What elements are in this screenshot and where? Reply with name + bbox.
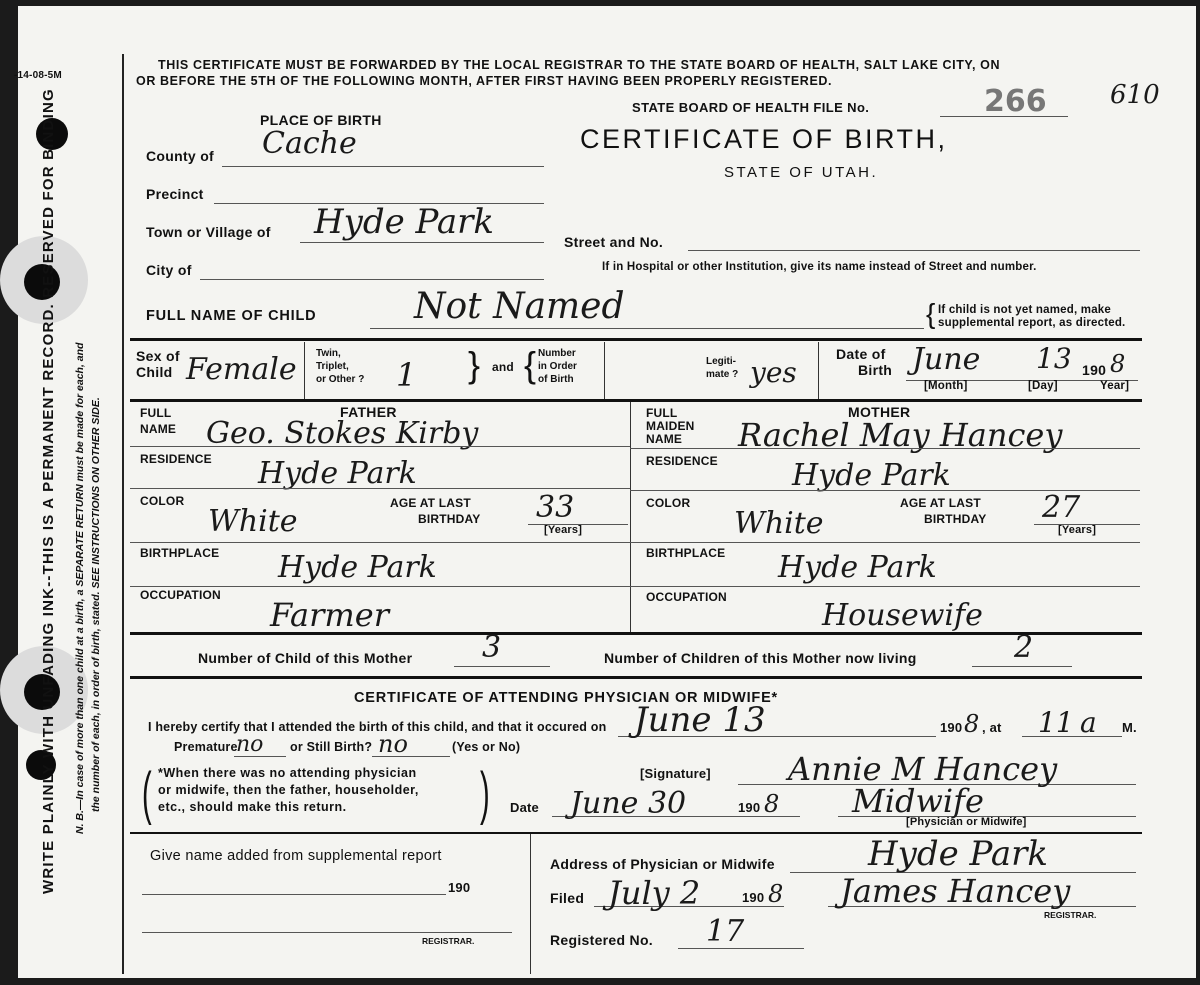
county-value: Cache [262, 126, 357, 161]
mother-residence-value: Hyde Park [792, 458, 951, 493]
instruction-line-2: OR BEFORE THE 5TH OF THE FOLLOWING MONTH, AFTER FIRST HAVING BEEN PROPERLY REGISTERED. [136, 74, 833, 88]
certify-text: I hereby certify that I attended the birth of this child, and that it occured on [148, 720, 607, 734]
filed-year-value: 8 [768, 880, 784, 908]
father-age-value: 33 [536, 490, 575, 525]
legit-value: yes [750, 356, 797, 389]
physician-year-value: 8 [964, 710, 980, 738]
mother-occupation-value: Housewife [822, 598, 983, 633]
registered-value: 17 [706, 914, 745, 949]
signature-value: Annie M Hancey [788, 750, 1058, 788]
dob-year-prefix: 190 [1082, 362, 1107, 378]
father-age-label-1: AGE AT LAST [390, 496, 471, 510]
physician-heading: CERTIFICATE OF ATTENDING PHYSICIAN OR MIDWIFE* [354, 690, 778, 706]
father-heading: FATHER [340, 404, 397, 420]
twin-value: 1 [396, 356, 417, 394]
mother-age-label-1: AGE AT LAST [900, 496, 981, 510]
name-note-line-1: If child is not yet named, make [938, 304, 1111, 316]
yesno-caption: (Yes or No) [452, 740, 521, 754]
corner-note: 610 [1110, 80, 1160, 110]
supplemental-year-prefix: 190 [448, 880, 471, 895]
child-name-label: FULL NAME OF CHILD [146, 308, 317, 324]
street-label: Street and No. [564, 234, 664, 250]
order-label-1: Number [538, 348, 576, 359]
month-caption: [Month] [924, 380, 968, 392]
living-count-value: 2 [1014, 630, 1034, 665]
dob-label-2: Birth [858, 362, 893, 378]
city-label: City of [146, 262, 192, 278]
m-label: M. [1122, 720, 1137, 735]
role-caption: [Physician or Midwife] [906, 816, 1027, 828]
twin-label-1: Twin, [316, 348, 341, 359]
father-occupation-label: OCCUPATION [140, 588, 221, 602]
mother-age-label-2: BIRTHDAY [924, 512, 987, 526]
town-value: Hyde Park [314, 202, 495, 242]
mother-full-label: FULL [646, 406, 678, 420]
legit-label-1: Legiti- [706, 356, 736, 367]
hour-value: 11 [1038, 706, 1074, 739]
precinct-label: Precinct [146, 186, 204, 202]
physician-note-line-3: etc., should make this return. [158, 800, 347, 814]
children-count-value: 3 [482, 630, 502, 665]
signature-label: [Signature] [640, 766, 711, 781]
twin-label-2: Triplet, [316, 361, 349, 372]
filed-label: Filed [550, 890, 585, 906]
sex-value: Female [186, 352, 297, 387]
date-value: June 30 [570, 786, 687, 821]
stillbirth-label: or Still Birth? [290, 740, 373, 754]
mother-occupation-label: OCCUPATION [646, 590, 727, 604]
date-year-prefix: 190 [738, 800, 761, 815]
sex-label-2: Child [136, 364, 173, 380]
certificate-subtitle: STATE OF UTAH. [724, 164, 879, 181]
father-residence-value: Hyde Park [258, 456, 417, 491]
dob-month-value: June [912, 342, 981, 377]
physician-year-prefix: 190 [940, 720, 963, 735]
address-value: Hyde Park [868, 834, 1049, 874]
legit-label-2: mate ? [706, 369, 739, 380]
date-year-value: 8 [764, 790, 780, 818]
form-code: -14-08-5M [14, 70, 62, 81]
mother-years-caption: [Years] [1058, 524, 1097, 536]
father-years-caption: [Years] [544, 524, 583, 536]
file-no-label: STATE BOARD OF HEALTH FILE No. [632, 100, 870, 115]
order-label-3: of Birth [538, 374, 574, 385]
address-label: Address of Physician or Midwife [550, 856, 775, 872]
father-occupation-value: Farmer [270, 596, 389, 634]
mother-heading: MOTHER [848, 404, 911, 420]
father-age-label-2: BIRTHDAY [418, 512, 481, 526]
dob-year-suffix: 8 [1110, 350, 1126, 378]
dob-label-1: Date of [836, 346, 886, 362]
margin-rule [122, 54, 124, 974]
premature-label: Premature [174, 740, 238, 754]
day-caption: [Day] [1028, 380, 1058, 392]
and-label: and [492, 360, 514, 374]
stillbirth-value: no [378, 730, 408, 758]
registrar-caption: REGISTRAR. [1044, 910, 1097, 920]
margin-note-line-1: N. B.—In case of more than one child at a birth, a SEPARATE RETURN must be made for each, and [74, 342, 86, 834]
premature-value: no [236, 732, 264, 757]
margin-warning-text: WRITE PLAINLY WITH UNFADING INK--THIS IS A PERMANENT RECORD. RESERVED FOR BINDING [40, 88, 57, 894]
physician-note-line-1: *When there was no attending physician [158, 766, 417, 780]
mother-age-value: 27 [1042, 490, 1081, 525]
sex-label-1: Sex of [136, 348, 180, 364]
year-caption: Year] [1100, 380, 1130, 392]
mother-color-value: White [734, 506, 824, 541]
father-full-label: FULL [140, 406, 172, 420]
children-count-label: Number of Child of this Mother [198, 650, 413, 666]
supplemental-registrar-caption: REGISTRAR. [422, 936, 475, 946]
mother-color-label: COLOR [646, 496, 691, 510]
father-name-value: Geo. Stokes Kirby [206, 416, 479, 451]
name-note-line-2: supplemental report, as directed. [938, 317, 1126, 329]
father-color-label: COLOR [140, 494, 185, 508]
dob-day-value: 13 [1036, 342, 1072, 375]
father-name-label: NAME [140, 422, 177, 436]
physician-birth-date-value: June 13 [634, 700, 766, 740]
ampm-value: a [1080, 706, 1097, 739]
mother-birthplace-label: BIRTHPLACE [646, 546, 726, 560]
living-count-label: Number of Children of this Mother now living [604, 650, 917, 666]
hospital-note: If in Hospital or other Institution, give its name instead of Street and number. [602, 261, 1037, 273]
physician-note-line-2: or midwife, then the father, householder, [158, 783, 419, 797]
mother-birthplace-value: Hyde Park [778, 550, 937, 585]
filed-year-prefix: 190 [742, 890, 765, 905]
margin-note-line-2: the number of each, in order of birth, stated. SEE INSTRUCTIONS ON OTHER SIDE. [90, 397, 102, 812]
at-label: , at [982, 720, 1002, 735]
mother-maiden-label: MAIDEN [646, 419, 695, 433]
registered-label: Registered No. [550, 932, 653, 948]
town-label: Town or Village of [146, 224, 271, 240]
certificate-title: CERTIFICATE OF BIRTH, [580, 124, 948, 154]
father-birthplace-label: BIRTHPLACE [140, 546, 220, 560]
mother-name-value: Rachel May Hancey [738, 416, 1063, 454]
registrar-value: James Hancey [840, 872, 1071, 910]
instruction-line-1: THIS CERTIFICATE MUST BE FORWARDED BY THE LOCAL REGISTRAR TO THE STATE BOARD OF HEALTH, SALT LAKE CITY, ON [158, 58, 1001, 72]
role-value: Midwife [852, 782, 984, 820]
county-label: County of [146, 148, 215, 164]
supplemental-heading: Give name added from supplemental report [150, 848, 442, 864]
child-name-value: Not Named [414, 286, 625, 327]
place-heading: PLACE OF BIRTH [260, 112, 382, 128]
order-label-2: in Order [538, 361, 577, 372]
filed-value: July 2 [608, 874, 701, 912]
father-color-value: White [208, 504, 298, 539]
birth-certificate-page: -14-08-5M WRITE PLAINLY WITH UNFADING INK--THIS IS A PERMANENT RECORD. RESERVED FOR BINDING N. B.—In case of more than one child at a birth, a SEPARATE RETURN must be made for each, and the number of each, in order of birth, stated. SEE INSTRUCTIONS ON OTHER SIDE. THIS CERTIFICATE MUST BE FORWARDED BY THE LOCAL REGISTRAR TO THE STATE BOARD OF HEALTH, SALT LAKE CITY, ON OR BEFORE THE 5TH OF THE FOLLOWING MONTH, AFTER FIRST HAVING BEEN PROPERLY REGISTERED. STATE BOARD OF HEALTH FILE No. 266 610 CERTIFICATE OF BIRTH, STATE OF UTAH. PLACE OF BIRTH County of Cache Precinct Town or Village of Hyde Park City of Street and No. If in Hospital or other Institution, give its name instead of Street and number. FULL NAME OF CHILD Not Named { If child is not yet named, make supplemental report, as directed. Sex of Child Female Twin, Triplet, or Other ? 1 } and { Number in Order of Birth Legiti- mate ? yes Date of Birth June 13 190 8 [Month] [Day] Year] FATHER FULL NAME Geo. Stokes Kirby RESIDENCE Hyde Park COLOR White AGE AT LAST BIRTHDAY 33 [Years] BIRTHPLACE Hyde Park OCCUPATION Farmer MOTHER FULL MAIDEN NAME Rachel May Hancey RESIDENCE Hyde Park COLOR White AGE AT LAST BIRTHDAY 27 [Years] BIRTHPLACE Hyde Park OCCUPATION Housewife Number of Child of this Mother 3 Number of Children of this Mother now living 2 CERTIFICATE OF ATTENDING PHYSICIAN OR MIDWIFE* I hereby certify that I attended the birth of this child, and that it occured on June 13 190 8 , at 11 a M. Premature no or Still Birth? no (Yes or No) ( *When there was no attending physician or midwife, then the father, householder, etc., should make this return. ) [Signature] Annie M Hancey Date June 30 190 8 Midwife [Physician or Midwife] Give name added from supplemental report 190 REGISTRAR. Address of Physician or Midwife Hyde Park Filed July 2 190 8 James Hancey REGISTRAR. Registered No. 17 [18, 6, 1196, 978]
twin-label-3: or Other ? [316, 374, 365, 385]
mother-name-label: NAME [646, 432, 683, 446]
father-residence-label: RESIDENCE [140, 452, 212, 466]
mother-residence-label: RESIDENCE [646, 454, 718, 468]
file-no-value: 266 [984, 84, 1047, 119]
date-label: Date [510, 800, 539, 815]
father-birthplace-value: Hyde Park [278, 550, 437, 585]
